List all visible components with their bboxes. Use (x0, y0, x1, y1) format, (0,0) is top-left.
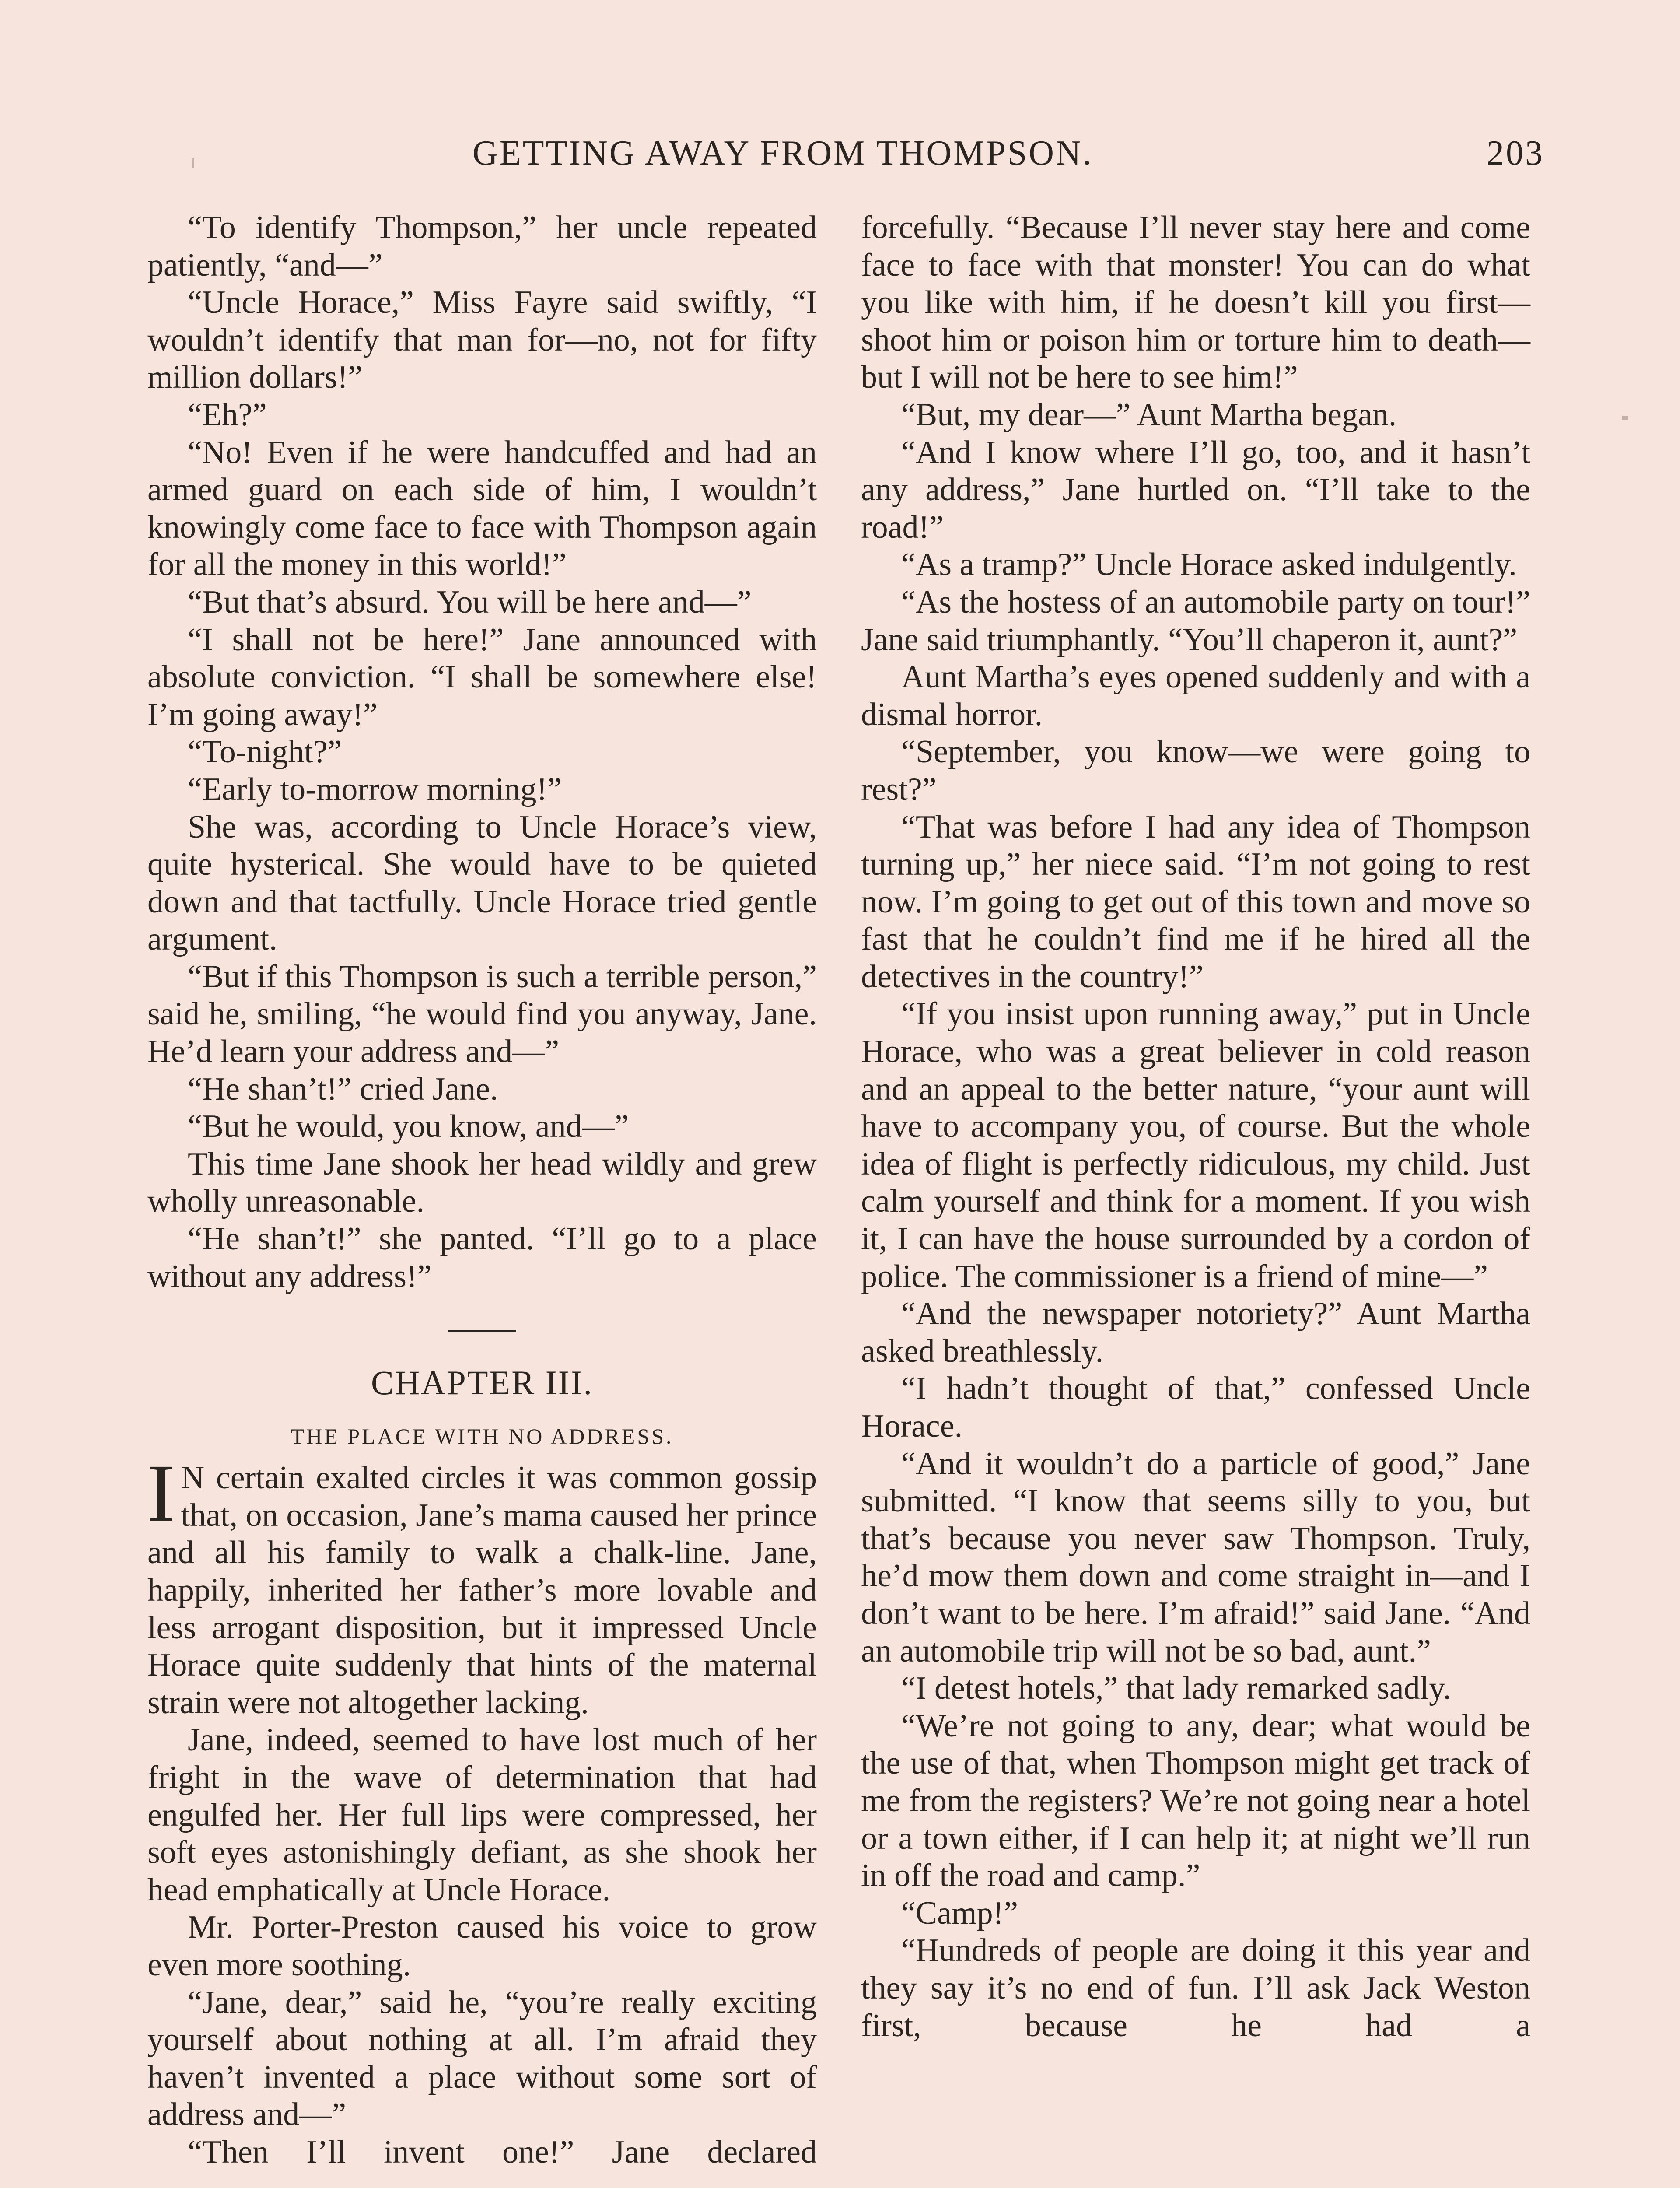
opening-text: N certain exalted circles it was common gossip that, on occasion, Jane’s mama caused her prince and all his family to walk a chalk-line. Jane, happily, inherited her father’s more lovable and less arrogant disposition, but it impressed Uncle Horace quite suddenly that hints of the maternal strain were not altogether lacking. (147, 1460, 817, 1721)
paragraph: “Uncle Horace,” Miss Fayre said swiftly, “I wouldn’t identify that man for—no, not for fifty million dollars!” (147, 284, 817, 396)
print-speck (1622, 416, 1628, 420)
paragraph: “I detest hotels,” that lady remarked sadly. (901, 1670, 1451, 1707)
paragraph: “I shall not be here!” Jane announced with absolute conviction. “I shall be somewhere else! I’m going away!” (147, 621, 817, 733)
paragraph: “I hadn’t thought of that,” confessed Uncle Horace. (861, 1371, 1530, 1444)
paragraph: “No! Even if he were handcuffed and had an armed guard on each side of him, I wouldn’t knowingly come face to face with Thompson again for all the money in this world!” (147, 434, 817, 583)
paragraph: “Eh?” (188, 396, 267, 433)
paragraph: “As the hostess of an automobile party on tour!” Jane said triumphantly. “You’ll chaperon it, aunt?” (861, 584, 1530, 658)
chapter-subtitle: THE PLACE WITH NO ADDRESS. (290, 1424, 674, 1449)
page-number: 203 (1487, 134, 1544, 172)
paragraph: “If you insist upon running away,” put in Uncle Horace, who was a great believer in cold reason and an appeal to the better nature, “your aunt will have to accompany you, of course. But the whole idea of flight is perfectly ridiculous, my child. Just calm yourself and think for a moment. If you wish it, I can have the house surrounded by a cordon of police. The commissioner is a friend of mine—” (861, 996, 1530, 1294)
paragraph: She was, according to Uncle Horace’s view, quite hysterical. She would have to be quieted down and that tactfully. Uncle Horace tried gentle argument. (147, 809, 817, 957)
paragraph: “Early to-morrow morning!” (188, 771, 562, 807)
paragraph: “We’re not going to any, dear; what would be the use of that, when Thompson might get track of me from the registers? We’re not going near a hotel or a town either, if I can help it; at night we’ll run in off the road and camp.” (861, 1708, 1530, 1894)
paragraph: “He shan’t!” she panted. “I’ll go to a place without any address!” (147, 1221, 817, 1294)
paragraph: “But if this Thompson is such a terrible person,” said he, smiling, “he would find you anyway, Jane. He’d learn your address and—” (147, 958, 817, 1070)
paragraph: “But he would, you know, and—” (188, 1108, 629, 1145)
paragraph: “Jane, dear,” said he, “you’re really exciting yourself about nothing at all. I’m afraid they haven’t invented a place without some sort of address and—” (147, 1984, 817, 2133)
paragraph: “Hundreds of people are doing it this year and they say it’s no end of fun. I’ll ask Jack Weston first, because he had a (861, 1932, 1530, 2044)
paragraph: “And it wouldn’t do a particle of good,” Jane submitted. “I know that seems silly to you, but that’s because you never saw Thompson. Truly, he’d mow them down and come straight in—and I don’t want to be here. I’m afraid!” said Jane. “And an automobile trip will not be so bad, aunt.” (861, 1445, 1530, 1669)
paragraph: “But, my dear—” Aunt Martha began. (901, 396, 1397, 433)
paragraph: “As a tramp?” Uncle Horace asked indulgently. (901, 547, 1517, 583)
paragraph: “Camp!” (901, 1895, 1018, 1931)
right-column (861, 209, 1530, 2044)
paragraph: “That was before I had any idea of Thompson turning up,” her niece said. “I’m not going to rest now. I’m going to get out of this town and move so fast that he couldn’t find me if he hired all the detectives in the country!” (861, 809, 1530, 995)
print-speck (192, 158, 194, 168)
paragraph: “He shan’t!” cried Jane. (188, 1071, 498, 1107)
paragraph: “To identify Thompson,” her uncle repeated patiently, “and—” (147, 210, 817, 283)
chapter-title: CHAPTER III. (371, 1364, 594, 1402)
running-title: GETTING AWAY FROM THOMPSON. (472, 134, 1093, 172)
paragraph: “Then I’ll invent one!” Jane declared (188, 2134, 817, 2170)
paragraph: “And I know where I’ll go, too, and it hasn’t any address,” Jane hurtled on. “I’ll take to the road!” (861, 434, 1530, 545)
drop-cap: I (147, 1447, 175, 1539)
paragraph: “To-night?” (188, 734, 342, 770)
section-divider (448, 1330, 516, 1332)
paragraph: “And the newspaper notoriety?” Aunt Martha asked breathlessly. (861, 1296, 1530, 1369)
paragraph: This time Jane shook her head wildly and grew wholly unreasonable. (147, 1146, 817, 1220)
paragraph: “September, you know—we were going to rest?” (861, 734, 1530, 807)
paragraph-continued: forcefully. “Because I’ll never stay here and come face to face with that monster! You can do what you like with him, if he doesn’t kill you first—shoot him or poison him or torture him to death—but I will not be here to see him!” (861, 210, 1530, 396)
paragraph: “But that’s absurd. You will be here and—” (188, 584, 752, 620)
paragraph: Jane, indeed, seemed to have lost much of her fright in the wave of determination that had engulfed her. Her full lips were compressed, her soft eyes astonishingly defiant, as she shook her head emphatically at Uncle Horace. (147, 1722, 817, 1908)
chapter-opening-paragraph (147, 1447, 817, 1722)
paragraph: Mr. Porter-Preston caused his voice to grow even more soothing. (147, 1909, 817, 1983)
paragraph: Aunt Martha’s eyes opened suddenly and with a dismal horror. (861, 659, 1530, 733)
left-column (147, 209, 817, 2171)
